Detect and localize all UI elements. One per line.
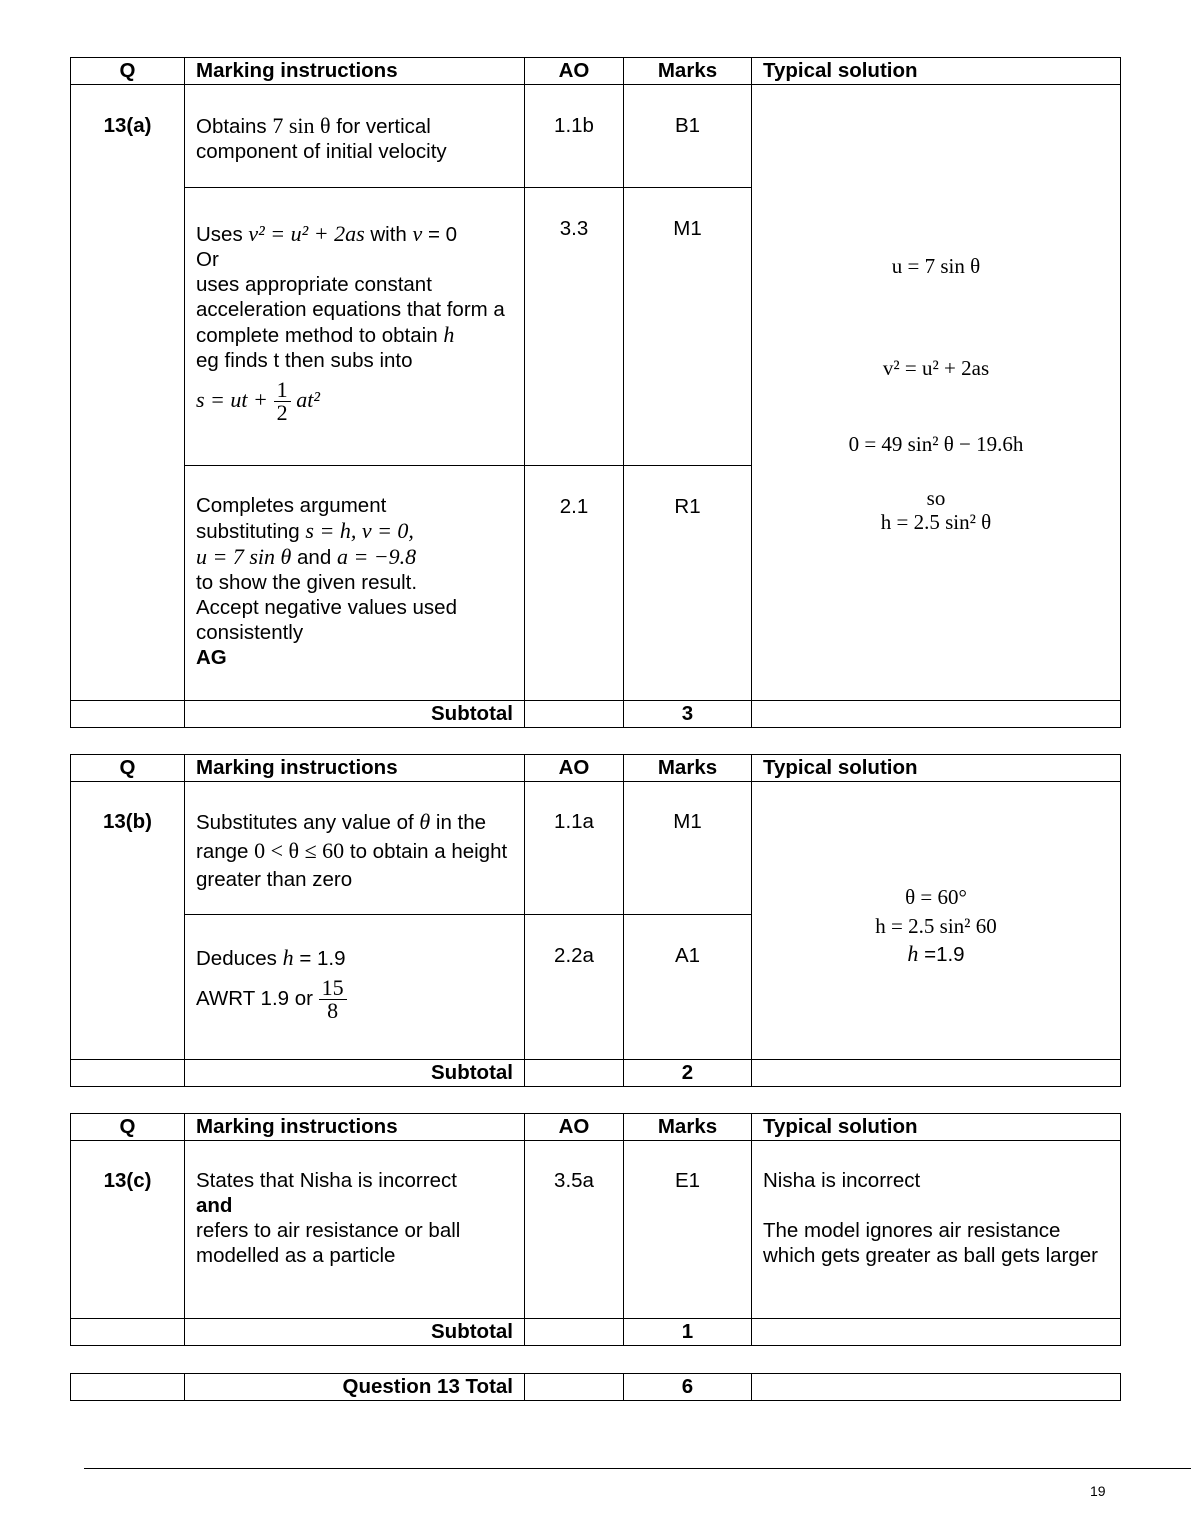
math-expression: u = 7 sin θ [196,544,292,569]
instruction-text: Accept negative values used consistently [196,596,457,644]
empty-cell [71,1374,185,1401]
mark-scheme-table-13c [70,1113,1121,1346]
empty-cell [752,1319,1121,1346]
table-row [71,1141,1121,1319]
instruction-text: Or [196,248,219,271]
instruction-cell [185,85,525,188]
question-id: 13(b) [71,782,185,1060]
empty-cell [752,1374,1121,1401]
header-ao: AO [525,58,624,85]
math-expression: v² = u² + 2as [248,221,365,246]
ao-cell: 2.2a [525,915,624,1060]
empty-cell [71,1060,185,1087]
instruction-text: with [370,223,407,246]
ao-cell: 1.1a [525,782,624,915]
header-marks: Marks [624,755,752,782]
total-row [71,1374,1121,1401]
instruction-cell [185,782,525,915]
empty-cell [71,701,185,728]
instruction-text: substituting [196,520,300,543]
solution-text: The model ignores air resistance which gets greater as ball gets larger [763,1219,1099,1267]
instruction-text: = 0 [427,223,458,246]
header-marking-instructions: Marking instructions [185,1114,525,1141]
math-variable: θ [419,809,431,834]
empty-cell [525,1319,624,1346]
header-row [71,1114,1121,1141]
header-row [71,755,1121,782]
question-id: 13(c) [71,1141,185,1319]
instruction-text: uses appropriate constant acceleration equations that form a complete method to obtain [196,273,505,347]
header-marking-instructions: Marking instructions [185,58,525,85]
instruction-cell [185,915,525,1060]
question-total-table [70,1373,1121,1401]
math-expression: a = −9.8 [336,544,417,569]
instruction-text: Deduces [196,947,277,970]
header-ao: AO [525,755,624,782]
header-typical-solution: Typical solution [752,755,1121,782]
marks-cell: R1 [624,466,752,701]
solution-cell [752,782,1121,1060]
math-variable: h [282,945,294,970]
math-variable: v [412,221,423,246]
instruction-cell [185,1141,525,1319]
subtotal-row [71,1319,1121,1346]
answer-given-label: AG [196,646,227,669]
instruction-text: Completes argument [196,494,387,517]
header-q: Q [71,58,185,85]
question-id: 13(a) [71,85,185,701]
header-marks: Marks [624,58,752,85]
mark-scheme-table-13a [70,57,1121,728]
empty-cell [71,1319,185,1346]
fraction [319,977,347,1022]
ao-cell: 3.3 [525,188,624,466]
instruction-cell [185,188,525,466]
fraction-denominator: 8 [327,998,339,1023]
ao-cell: 1.1b [525,85,624,188]
page-number: 19 [1090,1483,1106,1499]
empty-cell [525,1374,624,1401]
math-expression: 7 sin θ [272,113,331,138]
marks-cell: A1 [624,915,752,1060]
footer-divider [84,1468,1191,1469]
header-typical-solution: Typical solution [752,58,1121,85]
instruction-text: Obtains [196,115,267,138]
solution-line [752,941,1120,968]
subtotal-label: Subtotal [185,1319,525,1346]
header-row [71,58,1121,85]
subtotal-row [71,701,1121,728]
marks-cell: B1 [624,85,752,188]
math-expression: 0 < θ ≤ 60 [254,838,345,863]
math-expression: s = ut + [196,386,268,412]
solution-line: v² = u² + 2as [882,356,990,380]
ao-cell: 2.1 [525,466,624,701]
math-expression: s = h, v = 0, [305,518,414,543]
instruction-text: Substitutes any value of [196,811,414,834]
instruction-text: eg finds t then subs into [196,349,413,372]
instruction-text: and [196,1194,233,1217]
subtotal-row [71,1060,1121,1087]
solution-line: θ = 60° [905,885,967,909]
subtotal-label: Subtotal [185,1060,525,1087]
subtotal-marks: 1 [624,1319,752,1346]
solution-line: h = 2.5 sin² θ [880,510,992,534]
instruction-text: to show the given result. [196,571,418,594]
instruction-text: = 1.9 [299,947,346,970]
instruction-text: and [297,546,332,569]
question-total-label: Question 13 Total [185,1374,525,1401]
solution-cell [752,85,1121,701]
math-expression: at² [296,386,320,412]
instruction-text: States that Nisha is incorrect [196,1169,457,1192]
solution-line: 0 = 49 sin² θ − 19.6h [848,432,1024,456]
empty-cell [752,701,1121,728]
table-row [71,85,1121,188]
marks-cell: M1 [624,188,752,466]
instruction-text: for vertical component of initial velocity [196,115,447,163]
math-variable: h [443,322,455,347]
header-q: Q [71,1114,185,1141]
fraction-numerator: 1 [274,379,291,402]
empty-cell [525,1060,624,1087]
subtotal-marks: 2 [624,1060,752,1087]
solution-line: so [926,486,946,510]
instruction-text: refers to air resistance or ball modelled as a particle [196,1219,461,1267]
instruction-text: AWRT 1.9 or [196,986,313,1010]
solution-text: Nisha is incorrect [763,1169,921,1192]
header-marking-instructions: Marking instructions [185,755,525,782]
instruction-text: to obtain a height greater than zero [196,840,508,891]
fraction-denominator: 2 [276,400,288,425]
header-q: Q [71,755,185,782]
suvat-equation [196,379,513,424]
header-marks: Marks [624,1114,752,1141]
subtotal-label: Subtotal [185,701,525,728]
fraction [274,379,291,424]
header-ao: AO [525,1114,624,1141]
math-variable: h [907,941,919,966]
solution-line: h = 2.5 sin² 60 [875,914,997,938]
solution-cell [752,1141,1121,1319]
empty-cell [525,701,624,728]
question-total-marks: 6 [624,1374,752,1401]
empty-cell [752,1060,1121,1087]
table-row [71,782,1121,915]
ao-cell: 3.5a [525,1141,624,1319]
instruction-text: in the range [196,811,487,863]
subtotal-marks: 3 [624,701,752,728]
marks-cell: E1 [624,1141,752,1319]
marks-cell: M1 [624,782,752,915]
fraction-numerator: 15 [319,977,347,1000]
solution-line: u = 7 sin θ [891,254,981,278]
mark-scheme-table-13b [70,754,1121,1087]
instruction-text: Uses [196,223,243,246]
solution-text: =1.9 [924,943,965,966]
instruction-cell [185,466,525,701]
header-typical-solution: Typical solution [752,1114,1121,1141]
